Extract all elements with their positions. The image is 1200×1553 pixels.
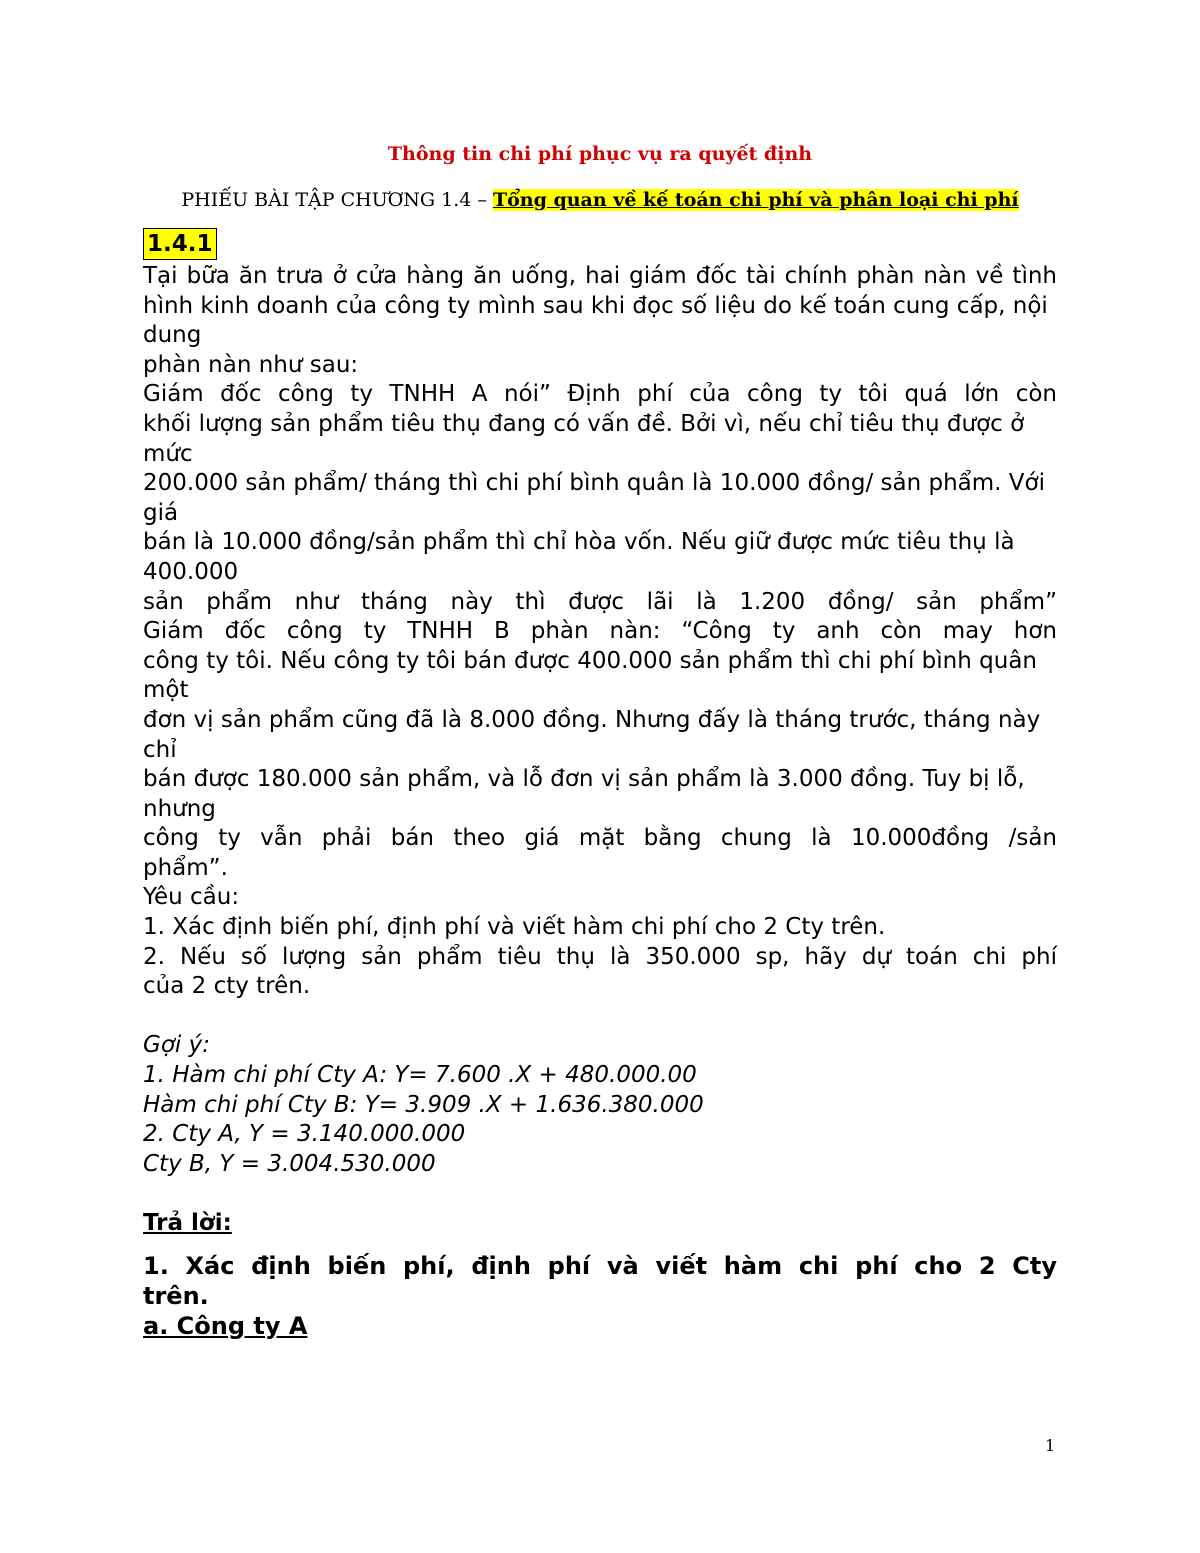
- exercise-line: Giám đốc công ty TNHH A nói” Định phí của công ty tôi quá lớn còn: [143, 381, 1057, 408]
- subtitle-highlight: Tổng quan về kế toán chi phí và phân loại chi phí: [492, 189, 1019, 211]
- hint-line: 2. Cty A, Y = 3.140.000.000: [143, 1121, 466, 1148]
- spacer: [143, 1179, 1057, 1209]
- answer-label: Trả lời:: [143, 1210, 232, 1236]
- answer-question-1: 1. Xác định biến phí, định phí và viết hàm chi phí cho 2 Cty: [143, 1251, 1057, 1280]
- hints-label: Gợi ý:: [143, 1032, 210, 1059]
- document-header-title: Thông tin chi phí phục vụ ra quyết định: [387, 143, 813, 165]
- requirements-label: Yêu cầu:: [143, 884, 240, 911]
- exercise-line: công ty vẫn phải bán theo giá mặt bằng chung là 10.000đồng /sản: [143, 825, 1057, 852]
- hint-line: Cty B, Y = 3.004.530.000: [143, 1150, 436, 1177]
- hint-line: 1. Hàm chi phí Cty A: Y= 7.600 .X + 480.000.00: [143, 1062, 697, 1089]
- subtitle-prefix: PHIẾU BÀI TẬP CHƯƠNG 1.4 –: [181, 189, 493, 211]
- document-body: [143, 228, 1057, 1341]
- exercise-line: bán là 10.000 đồng/sản phẩm thì chỉ hòa vốn. Nếu giữ được mức tiêu thụ là 400.000: [143, 529, 1015, 585]
- exercise-number: 1.4.1: [143, 228, 217, 260]
- answer-question-1-cont: trên.: [143, 1281, 209, 1310]
- requirement-line: của 2 cty trên.: [143, 973, 311, 1000]
- exercise-line: Tại bữa ăn trưa ở cửa hàng ăn uống, hai giám đốc tài chính phàn nàn về tình: [143, 263, 1057, 289]
- exercise-line: đơn vị sản phẩm cũng đã là 8.000 đồng. Nhưng đấy là tháng trước, tháng này chỉ: [143, 706, 1041, 763]
- exercise-line: 200.000 sản phẩm/ tháng thì chi phí bình quân là 10.000 đồng/ sản phẩm. Với giá: [143, 470, 1045, 526]
- exercise-line: hình kinh doanh của công ty mình sau khi đọc số liệu do kế toán cung cấp, nội dung: [143, 292, 1048, 349]
- answer-sub-heading-a: a. Công ty A: [143, 1311, 308, 1340]
- page-number: 1: [1045, 1436, 1056, 1455]
- requirement-line: 2. Nếu số lượng sản phẩm tiêu thụ là 350.000 sp, hãy dự toán chi phí: [143, 943, 1057, 970]
- exercise-line: phàn nàn như sau:: [143, 351, 359, 378]
- exercise-line: công ty tôi. Nếu công ty tôi bán được 400.000 sản phẩm thì chi phí bình quân một: [143, 647, 1037, 704]
- exercise-line: sản phẩm như tháng này thì được lãi là 1.200 đồng/ sản phẩm”: [143, 588, 1057, 615]
- worksheet-subtitle: [0, 189, 1200, 211]
- exercise-line: khối lượng sản phẩm tiêu thụ đang có vấn đề. Bởi vì, nếu chỉ tiêu thụ được ở mức: [143, 410, 1025, 467]
- exercise-line: Giám đốc công ty TNHH B phàn nàn: “Công ty anh còn may hơn: [143, 618, 1057, 645]
- exercise-line: bán được 180.000 sản phẩm, và lỗ đơn vị sản phẩm là 3.000 đồng. Tuy bị lỗ, nhưng: [143, 766, 1025, 822]
- hint-line: Hàm chi phí Cty B: Y= 3.909 .X + 1.636.380.000: [143, 1091, 704, 1118]
- spacer: [143, 1002, 1057, 1032]
- exercise-line: phẩm”.: [143, 854, 228, 881]
- requirement-line: 1. Xác định biến phí, định phí và viết hàm chi phí cho 2 Cty trên.: [143, 914, 886, 941]
